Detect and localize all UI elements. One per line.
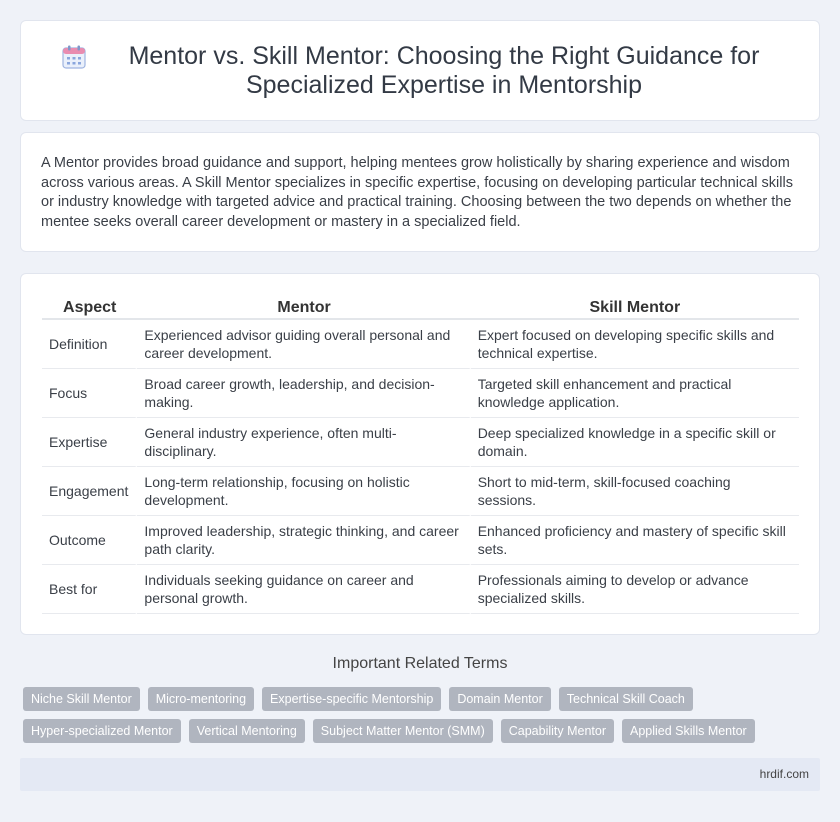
tag-row-1 <box>23 687 823 711</box>
related-terms-list <box>23 687 823 751</box>
tag-vertical-mentoring[interactable]: Vertical Mentoring <box>189 719 305 743</box>
mentor-cell: Improved leadership, strategic thinking, and career path clarity. <box>137 516 470 565</box>
table-row <box>42 565 799 614</box>
comparison-card <box>20 273 820 635</box>
table-header-row <box>42 296 799 320</box>
mentor-cell: Experienced advisor guiding overall personal and career development. <box>137 320 470 369</box>
skill-mentor-cell: Targeted skill enhancement and practical knowledge application. <box>471 369 799 418</box>
tag-applied-skills-mentor[interactable]: Applied Skills Mentor <box>622 719 755 743</box>
tag-subject-matter-mentor[interactable]: Subject Matter Mentor (SMM) <box>313 719 493 743</box>
skill-mentor-cell: Deep specialized knowledge in a specific skill or domain. <box>471 418 799 467</box>
header-skill-mentor: Skill Mentor <box>471 296 799 320</box>
skill-mentor-cell: Professionals aiming to develop or advance specialized skills. <box>471 565 799 614</box>
tag-domain-mentor[interactable]: Domain Mentor <box>449 687 550 711</box>
skill-mentor-cell: Short to mid-term, skill-focused coaching sessions. <box>471 467 799 516</box>
mentor-cell: Long-term relationship, focusing on holistic development. <box>137 467 470 516</box>
mentor-cell: Individuals seeking guidance on career and personal growth. <box>137 565 470 614</box>
comparison-table <box>42 296 799 614</box>
aspect-cell: Best for <box>42 565 137 614</box>
footer <box>20 758 820 791</box>
table-row <box>42 418 799 467</box>
aspect-cell: Outcome <box>42 516 137 565</box>
skill-mentor-cell: Expert focused on developing specific skills and technical expertise. <box>471 320 799 369</box>
tag-niche-skill-mentor[interactable]: Niche Skill Mentor <box>23 687 140 711</box>
table-row <box>42 369 799 418</box>
aspect-cell: Focus <box>42 369 137 418</box>
header-aspect: Aspect <box>42 296 137 320</box>
aspect-cell: Engagement <box>42 467 137 516</box>
table-row <box>42 320 799 369</box>
table-row <box>42 516 799 565</box>
related-terms-title: Important Related Terms <box>332 655 508 672</box>
mentor-cell: General industry experience, often multi-disciplinary. <box>137 418 470 467</box>
table-row <box>42 467 799 516</box>
tag-capability-mentor[interactable]: Capability Mentor <box>501 719 614 743</box>
aspect-cell: Expertise <box>42 418 137 467</box>
page-title: Mentor vs. Skill Mentor: Choosing the Right Guidance for Specialized Expertise in Mentorship <box>128 41 760 99</box>
aspect-cell: Definition <box>42 320 137 369</box>
tag-micro-mentoring[interactable]: Micro-mentoring <box>148 687 254 711</box>
footer-site-link[interactable]: hrdif.com <box>759 767 809 781</box>
header-mentor: Mentor <box>137 296 470 320</box>
calendar-icon <box>61 44 87 70</box>
tag-technical-skill-coach[interactable]: Technical Skill Coach <box>559 687 693 711</box>
tag-row-2 <box>23 719 823 743</box>
intro-paragraph: A Mentor provides broad guidance and support, helping mentees grow holistically by sharing experience and wisdom across various areas. A Skill Mentor specializes in specific expertise, focusing on developing particular technical skills or industry knowledge with targeted advice and practical training. Choosing between the two depends on whether the mentee seeks overall career development or mastery in a specialized field. <box>41 155 793 230</box>
intro-card <box>20 132 820 252</box>
mentor-cell: Broad career growth, leadership, and decision-making. <box>137 369 470 418</box>
tag-expertise-specific-mentorship[interactable]: Expertise-specific Mentorship <box>262 687 441 711</box>
title-card <box>20 20 820 121</box>
tag-hyper-specialized-mentor[interactable]: Hyper-specialized Mentor <box>23 719 181 743</box>
skill-mentor-cell: Enhanced proficiency and mastery of specific skill sets. <box>471 516 799 565</box>
